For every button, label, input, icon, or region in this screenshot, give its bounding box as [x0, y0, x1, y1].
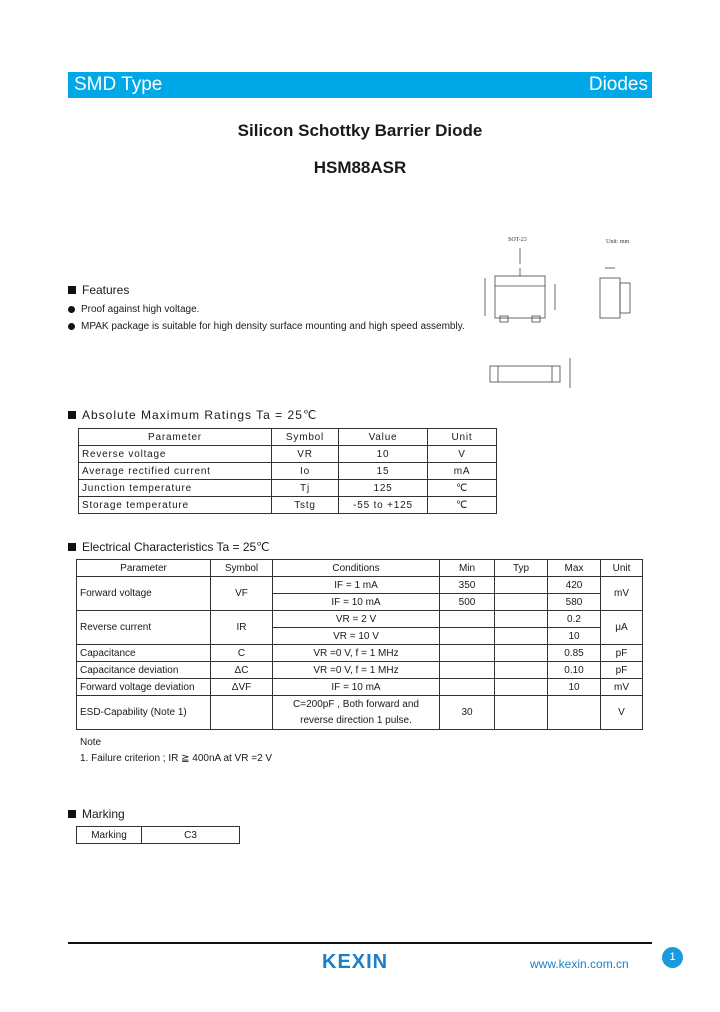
square-bullet-icon [68, 286, 76, 294]
abs-max-table: Parameter Symbol Value Unit Reverse voltage VR 10 V Average rectified current Io 15 mA Junction temperature Tj 125 ℃ Storage temperature Tstg -55 to +125 ℃ [78, 428, 497, 514]
page-number-badge: 1 [662, 947, 683, 968]
header-right: Diodes [588, 74, 648, 95]
table-row: Forward voltage VF IF = 1 mA 350 420 mV [77, 577, 643, 594]
package-outline-drawing [460, 228, 660, 418]
header-left: SMD Type [74, 74, 163, 95]
table-row: VR = 10 V 10 [77, 628, 643, 645]
table-row: Reverse voltage VR 10 V [79, 446, 497, 463]
brand-logo: KEXIN [322, 951, 389, 973]
table-row: Junction temperature Tj 125 ℃ [79, 480, 497, 497]
feature-item: MPAK package is suitable for high density surface mounting and high speed assembly. [68, 321, 465, 332]
round-bullet-icon [68, 306, 75, 313]
elec-table: Parameter Symbol Conditions Min Typ Max Unit Forward voltage VF IF = 1 mA 350 420 mV IF = 10 mA 500 580 Reverse current IR VR = 2 V 0.2 μA VR = 10 V 10 Capacitance C VR =0 V, f = 1 MHz 0.85 pF Capacitance deviation ΔC VR =0 V, f = 1 MHz 0.10 pF Forward voltage deviation ΔVF IF = 10 mA 10 mV ESD-Capability (Note 1) C=200pF , Both forward and reverse direction 1 pulse. 30 V [76, 559, 643, 730]
document-title: Silicon Schottky Barrier Diode [237, 121, 483, 140]
marking-heading: Marking [68, 807, 125, 821]
table-row: Forward voltage deviation ΔVF IF = 10 mA 10 mV [77, 679, 643, 696]
square-bullet-icon [68, 810, 76, 818]
round-bullet-icon [68, 323, 75, 330]
features-heading: Features [68, 283, 129, 297]
square-bullet-icon [68, 411, 76, 419]
table-row: Reverse current IR VR = 2 V 0.2 μA [77, 611, 643, 628]
header-banner [68, 72, 652, 98]
part-number: HSM88ASR [313, 158, 407, 177]
square-bullet-icon [68, 543, 76, 551]
table-row: Capacitance C VR =0 V, f = 1 MHz 0.85 pF [77, 645, 643, 662]
footer-divider [68, 942, 652, 944]
package-unit-note: Unit: mm [606, 239, 630, 245]
feature-item: Proof against high voltage. [68, 304, 199, 315]
table-row: ESD-Capability (Note 1) C=200pF , Both forward and reverse direction 1 pulse. 30 V [77, 696, 643, 730]
elec-heading: Electrical Characteristics Ta = 25℃ [68, 540, 270, 554]
table-row: Marking C3 [77, 827, 240, 844]
table-row: Storage temperature Tstg -55 to +125 ℃ [79, 497, 497, 514]
table-row: IF = 10 mA 500 580 [77, 594, 643, 611]
marking-table [76, 826, 240, 844]
abs-max-heading: Absolute Maximum Ratings Ta = 25℃ [68, 408, 317, 422]
note-line: 1. Failure criterion ; IR ≧ 400nA at VR =2 V [80, 753, 273, 764]
table-row: Capacitance deviation ΔC VR =0 V, f = 1 MHz 0.10 pF [77, 662, 643, 679]
note-heading: Note [80, 737, 102, 748]
table-row: Average rectified current Io 15 mA [79, 463, 497, 480]
website-link[interactable]: www.kexin.com.cn [530, 957, 629, 971]
package-name: SOT-23 [508, 237, 527, 243]
